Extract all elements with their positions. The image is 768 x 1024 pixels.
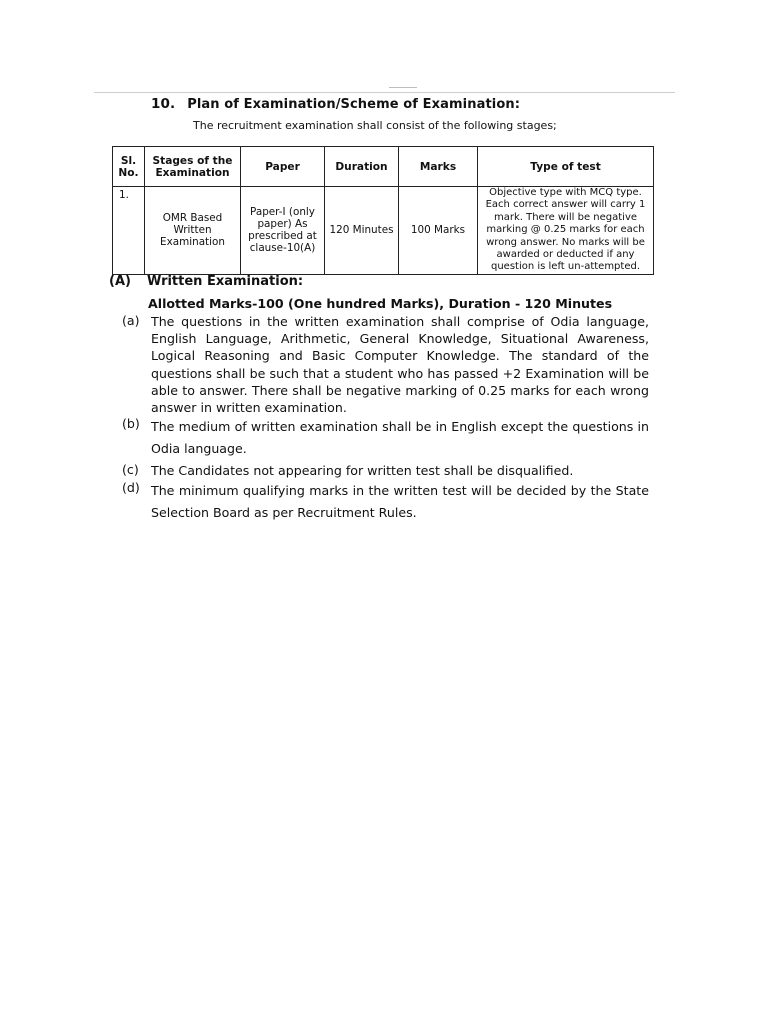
- item-text: The medium of written examination shall be in English except the questions in Odia language.: [151, 419, 649, 457]
- item-marker: (c): [122, 462, 139, 478]
- list-item: [122, 416, 649, 460]
- written-exam-title: Written Examination:: [146, 274, 304, 289]
- item-marker: (b): [122, 416, 140, 432]
- cell-type-of-test: Objective type with MCQ type. Each correct answer will carry 1 mark. There will be negative marking @ 0.25 marks for each wrong answer. No marks will be awarded or deducted if any question is left un-attempted.: [478, 187, 654, 275]
- item-text: The questions in the written examination shall comprise of Odia language, English Language, Arithmetic, General Knowledge, Situational Awareness, Logical Reasoning and Basic Computer Knowledge. The standard of the questions shall be such that a student who has passed +2 Examination will be able to answer. There shall be negative marking of 0.25 marks for each wrong answer in written examination.: [151, 314, 649, 416]
- written-exam-items: [122, 313, 649, 524]
- col-header-type-of-test: Type of test: [478, 147, 654, 187]
- col-header-sl: Sl. No.: [113, 147, 145, 187]
- page-top-mark: [389, 87, 417, 88]
- cell-sl: 1.: [113, 187, 145, 275]
- cell-marks: 100 Marks: [399, 187, 478, 275]
- section-heading: [151, 96, 520, 112]
- written-exam-letter: (A): [109, 274, 131, 289]
- list-item: [122, 313, 649, 416]
- header-rule: [94, 92, 675, 93]
- allotted-marks-line: Allotted Marks-100 (One hundred Marks), Duration - 120 Minutes: [148, 296, 613, 311]
- item-text: The minimum qualifying marks in the written test will be decided by the State Selection Board as per Recruitment Rules.: [151, 483, 649, 521]
- col-header-duration: Duration: [325, 147, 399, 187]
- list-item: [122, 462, 649, 479]
- table-header-row: [113, 147, 654, 187]
- section-intro: The recruitment examination shall consist of the following stages;: [193, 119, 557, 132]
- item-marker: (a): [122, 313, 140, 328]
- examination-table: [112, 146, 654, 275]
- cell-paper: Paper-I (only paper) As prescribed at clause-10(A): [241, 187, 325, 275]
- table-row: [113, 187, 654, 275]
- cell-duration: 120 Minutes: [325, 187, 399, 275]
- section-number: 10.: [151, 96, 176, 112]
- list-item: [122, 480, 649, 524]
- item-marker: (d): [122, 480, 140, 496]
- item-text: The Candidates not appearing for written test shall be disqualified.: [151, 463, 574, 479]
- section-title: Plan of Examination/Scheme of Examination:: [187, 97, 521, 112]
- col-header-stages: Stages of the Examination: [145, 147, 241, 187]
- col-header-marks: Marks: [399, 147, 478, 187]
- cell-stage: OMR Based Written Examination: [145, 187, 241, 275]
- col-header-paper: Paper: [241, 147, 325, 187]
- written-exam-heading: [109, 274, 303, 289]
